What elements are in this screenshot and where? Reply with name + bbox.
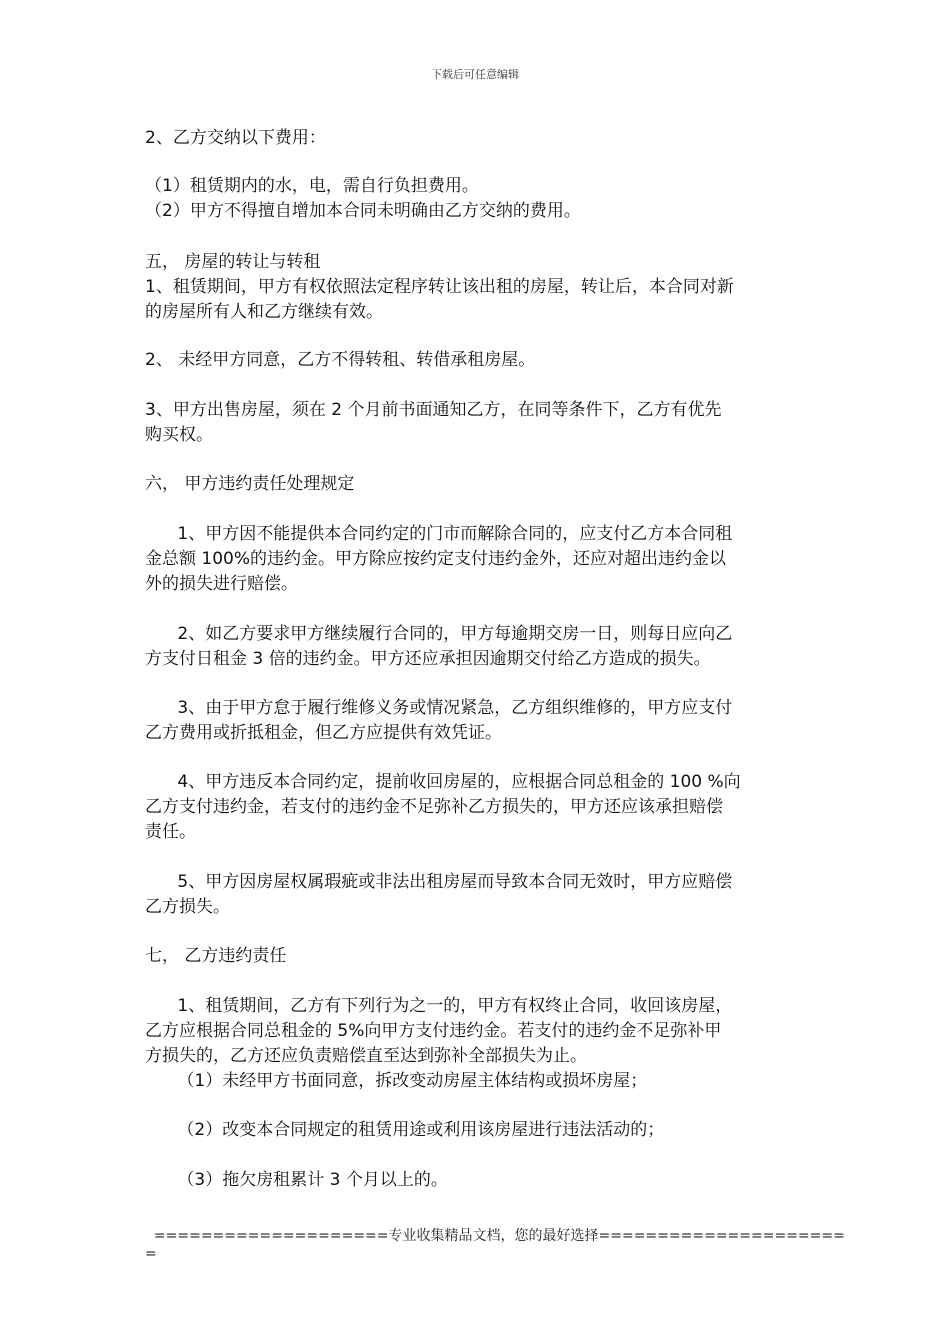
text-line: 1、租赁期间，甲方有权依照法定程序转让该出租的房屋，转让后，本合同对新 [145,277,734,297]
paragraph-six-5 [145,870,810,920]
text-line: （3）拖欠房租累计 3 个月以上的。 [145,1170,448,1190]
paragraph-fees-intro [145,126,810,151]
text-line: 2、如乙方要求甲方继续履行合同的，甲方每逾期交房一日，则每日应向乙 [145,624,733,644]
text-line: 乙方应根据合同总租金的 5%向甲方支付违约金。若支付的违约金不足弥补甲 [145,1021,722,1041]
text-line: 2、乙方交纳以下费用： [145,128,326,148]
text-line: 乙方费用或折抵租金，但乙方应提供有效凭证。 [145,723,502,743]
paragraph-seven-item-2 [145,1118,810,1143]
paragraph-six-1 [145,522,810,597]
page-footer-banner-wrap: = [145,1246,157,1262]
paragraph-five-2 [145,348,810,373]
section-heading: 六， 甲方违约责任处理规定 [145,474,355,494]
text-line: 购买权。 [145,425,213,445]
text-line: 3、甲方出售房屋，须在 2 个月前书面通知乙方，在同等条件下，乙方有优先 [145,400,722,420]
text-line: 方支付日租金 3 倍的违约金。甲方还应承担因逾期交付给乙方造成的损失。 [145,649,711,669]
page-footer-banner: ====================专业收集精品文档，您的最好选择===================== [145,1228,845,1244]
paragraph-fees-items [145,174,810,224]
page-header: 下载后可任意编辑 [431,68,519,81]
paragraph-five-3 [145,398,810,448]
text-line: 外的损失进行赔偿。 [145,574,298,594]
section-five [145,250,810,325]
text-line: 的房屋所有人和乙方继续有效。 [145,302,383,322]
text-line: 1、甲方因不能提供本合同约定的门市而解除合同的，应支付乙方本合同租 [145,524,733,544]
section-six-heading [145,472,810,497]
paragraph-six-2 [145,622,810,672]
section-seven-heading [145,944,810,969]
paragraph-six-4 [145,770,810,845]
paragraph-seven-1 [145,994,810,1094]
text-line: 责任。 [145,822,196,842]
text-line: （2）改变本合同规定的租赁用途或利用该房屋进行违法活动的； [145,1120,665,1140]
text-line: （1）租赁期内的水，电，需自行负担费用。 [145,176,479,196]
text-line: 乙方支付违约金，若支付的违约金不足弥补乙方损失的，甲方还应该承担赔偿 [145,797,723,817]
text-line: 乙方损失。 [145,897,230,917]
section-heading: 七， 乙方违约责任 [145,946,287,966]
text-line: 3、由于甲方怠于履行维修义务或情况紧急，乙方组织维修的，甲方应支付 [145,698,733,718]
text-line: 方损失的，乙方还应负责赔偿直至达到弥补全部损失为止。 [145,1046,587,1066]
text-line: 2、 未经甲方同意，乙方不得转租、转借承租房屋。 [145,350,536,370]
paragraph-seven-item-3 [145,1168,810,1193]
text-line: （2）甲方不得擅自增加本合同未明确由乙方交纳的费用。 [145,201,581,221]
paragraph-six-3 [145,696,810,746]
text-line: 1、租赁期间，乙方有下列行为之一的，甲方有权终止合同，收回该房屋， [145,996,733,1016]
text-line: 金总额 100%的违约金。甲方除应按约定支付违约金外，还应对超出违约金以 [145,549,727,569]
section-heading: 五， 房屋的转让与转租 [145,252,321,272]
text-line: 4、甲方违反本合同约定，提前收回房屋的，应根据合同总租金的 100 %向 [145,772,741,792]
text-line: 5、甲方因房屋权属瑕疵或非法出租房屋而导致本合同无效时，甲方应赔偿 [145,872,733,892]
text-line: （1）未经甲方书面同意，拆改变动房屋主体结构或损坏房屋； [145,1071,648,1091]
